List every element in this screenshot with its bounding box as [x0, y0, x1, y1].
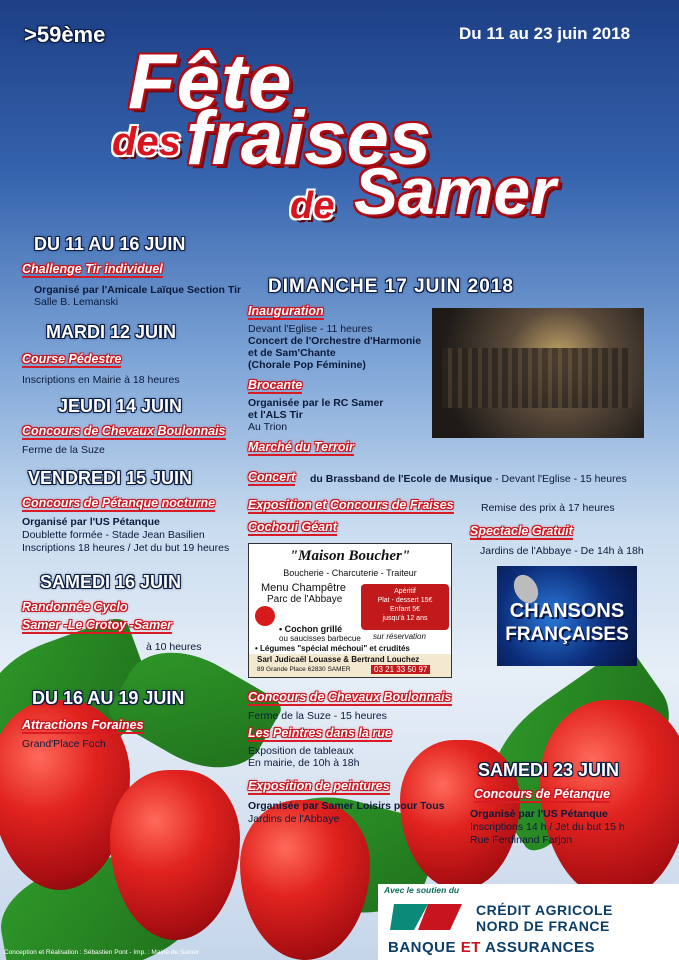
event-detail: Ferme de la Suze — [22, 444, 105, 456]
event-detail: Au Trion — [248, 421, 288, 433]
price-line: Plat - dessert 15€ — [377, 597, 433, 604]
date-heading: SAMEDI 23 JUIN — [478, 760, 620, 780]
orchestra-photo — [432, 308, 644, 438]
event-detail: Organisée par Samer Loisirs pour Tous — [248, 800, 445, 812]
menu-place: Parc de l'Abbaye — [267, 594, 343, 605]
event-title: Randonnée Cyclo — [22, 600, 128, 614]
event-title: Concours de Pétanque nocturne — [22, 496, 216, 510]
event-detail: à 10 heures — [146, 641, 202, 653]
butcher-address: 89 Grande Place 62830 SAMER — [257, 666, 351, 673]
date-heading: MARDI 12 JUIN — [46, 322, 177, 342]
event-detail: Inscriptions en Mairie à 18 heures — [22, 374, 180, 386]
flower-icon — [255, 606, 275, 626]
event-detail: Inscriptions 14 h / Jet du but 15 h — [470, 821, 625, 833]
sponsor-line2: NORD DE FRANCE — [476, 918, 610, 934]
event-detail: Organisé par l'US Pétanque — [470, 808, 608, 820]
event-detail: Organisé par l'Amicale Laïque Section Tir — [34, 284, 242, 296]
title-des: des — [112, 120, 181, 164]
event-title: Cochoui Géant — [248, 520, 337, 534]
title-fete: Fête — [128, 37, 293, 125]
date-heading: JEUDI 14 JUIN — [58, 396, 183, 416]
chansons-line2: FRANÇAISES — [505, 624, 629, 645]
event-title: Exposition de peintures — [248, 779, 390, 793]
butcher-ad — [248, 543, 452, 678]
date-heading: SAMEDI 16 JUIN — [40, 572, 182, 592]
event-title: Challenge Tir individuel — [22, 262, 163, 276]
sponsor-box — [378, 884, 679, 960]
event-detail: En mairie, de 10h à 18h — [248, 757, 360, 769]
butcher-sub: Boucherie - Charcuterie - Traiteur — [283, 568, 417, 578]
menu-item: • Légumes "spécial méchoui" et crudités — [255, 644, 410, 653]
sponsor-line3 — [388, 939, 595, 956]
date-heading: VENDREDI 15 JUIN — [28, 468, 193, 488]
butcher-footer — [249, 654, 451, 677]
event-detail: et de Sam'Chante — [248, 347, 336, 359]
event-detail: Concert de l'Orchestre d'Harmonie — [248, 335, 422, 347]
event-title: Marché du Terroir — [248, 440, 354, 454]
event-detail — [310, 473, 627, 486]
menu-item: • Cochon grillé — [279, 624, 343, 634]
price-line: Apéritif — [394, 588, 416, 595]
price-line: Enfant 5€ — [390, 606, 420, 613]
event-title: Spectacle Gratuit — [470, 524, 573, 538]
butcher-phone: 03 21 33 50 97 — [371, 665, 430, 674]
event-title: Inauguration — [248, 304, 324, 318]
event-title: Concours de Chevaux Boulonnais — [22, 424, 226, 438]
sunday-heading: DIMANCHE 17 JUIN 2018 — [268, 276, 514, 297]
event-detail: Jardins de l'Abbaye — [248, 813, 340, 825]
concert-detail-bold: du Brassband de l'Ecole de Musique — [310, 473, 493, 485]
menu-price — [361, 584, 449, 623]
event-title: Attractions Foraines — [22, 718, 144, 732]
event-title: Samer -Le Crotoy -Samer — [22, 618, 173, 632]
event-title: Les Peintres dans la rue — [248, 726, 392, 740]
sponsor-intro: Avec le soutien du — [384, 885, 460, 895]
menu-price-box — [361, 584, 449, 630]
event-title: Brocante — [248, 378, 303, 392]
price-line: jusqu'à 12 ans — [382, 615, 428, 622]
festival-dates: Du 11 au 23 juin 2018 — [459, 24, 631, 43]
event-title: Concours de Pétanque — [474, 787, 611, 801]
menu-title: Menu Champêtre — [261, 582, 346, 594]
chansons-image — [497, 566, 637, 666]
sponsor-et: ET — [460, 939, 481, 956]
concert-detail-place: - Devant l'Eglise - 15 heures — [492, 473, 627, 485]
event-detail: Inscriptions 18 heures / Jet du but 19 heures — [22, 542, 230, 554]
event-detail: Jardins de l'Abbaye - De 14h à 18h — [480, 545, 644, 557]
event-detail: Rue Ferdinand Farjon — [470, 834, 573, 846]
title-fraises: fraises — [186, 96, 432, 181]
sponsor-assurances: ASSURANCES — [484, 939, 595, 956]
event-detail: Organisée par le RC Samer — [248, 397, 384, 409]
event-detail: Remise des prix à 17 heures — [481, 502, 615, 514]
title-de: de — [290, 185, 335, 227]
event-detail: Grand'Place Foch — [22, 738, 106, 750]
event-detail: Organisé par l'US Pétanque — [22, 516, 160, 528]
menu-item: ou saucisses barbecue — [279, 634, 361, 643]
event-detail: et l'ALS Tir — [248, 409, 303, 421]
sponsor-line1: CRÉDIT AGRICOLE — [476, 902, 613, 918]
event-title: Concours de Chevaux Boulonnais — [248, 690, 452, 704]
date-heading: DU 16 AU 19 JUIN — [32, 688, 185, 708]
sponsor-banque: BANQUE — [388, 939, 457, 956]
event-detail: Devant l'Eglise - 11 heures — [248, 323, 373, 335]
butcher-name: "Maison Boucher" — [289, 548, 411, 564]
credits: Conception et Réalisation : Sébastien Pont - Imp. : Mairie de Samer — [4, 949, 200, 956]
title-samer: Samer — [354, 154, 556, 228]
event-title: Concert — [248, 470, 296, 484]
event-detail: Salle B. Lemanski — [34, 296, 119, 308]
date-heading: DU 11 AU 16 JUIN — [34, 234, 186, 254]
event-detail: Doublette formée - Stade Jean Basilien — [22, 529, 205, 541]
event-detail: Ferme de la Suze - 15 heures — [248, 710, 387, 722]
chansons-line1: CHANSONS — [509, 600, 625, 622]
event-title: Exposition et Concours de Fraises — [248, 498, 454, 512]
edition-label: >59ème — [24, 22, 106, 47]
event-detail: (Chorale Pop Féminine) — [248, 359, 366, 371]
credit-agricole-logo — [384, 898, 468, 936]
reservation-note: sur réservation — [373, 632, 426, 641]
butcher-sarl: Sarl Judicaël Louasse & Bertrand Louchez — [257, 655, 420, 664]
event-detail: Exposition de tableaux — [248, 745, 354, 757]
event-title: Course Pédestre — [22, 352, 122, 366]
